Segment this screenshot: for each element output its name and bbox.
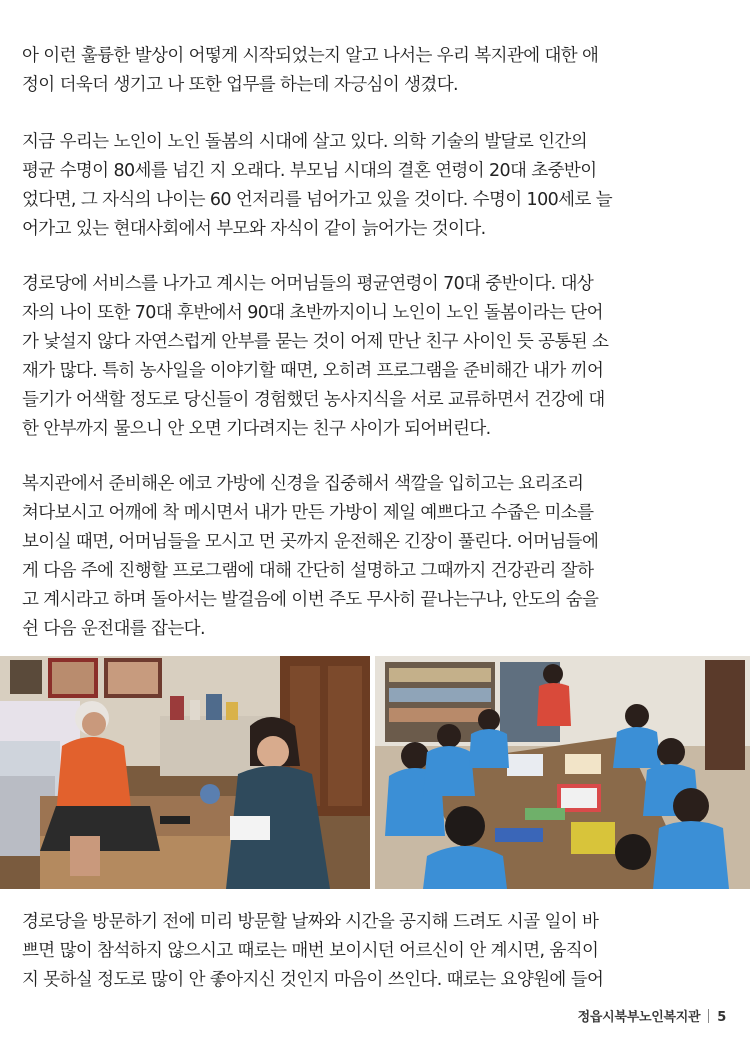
- text-line: 자의 나이 또한 70대 후반에서 90대 초반까지이니 노인이 노인 돌봄이라는 단어: [22, 303, 603, 323]
- paragraph-1: [22, 42, 728, 100]
- text-line: 지 못하실 정도로 많이 안 좋아지신 것인지 마음이 쓰인다. 때로는 요양원에 들어: [22, 970, 604, 990]
- text-line: 었다면, 그 자식의 나이는 60 언저리를 넘어가고 있을 것이다. 수명이 100세로 늘: [22, 190, 613, 210]
- text-line: 아 이런 훌륭한 발상이 어떻게 시작되었는지 알고 나서는 우리 복지관에 대한 애: [22, 46, 599, 66]
- text-line: 쁘면 많이 참석하지 않으시고 때로는 매번 보이시던 어르신이 안 계시면, 움직이: [22, 941, 599, 961]
- footer-divider: [708, 1009, 709, 1023]
- text-line: 어가고 있는 현대사회에서 부모와 자식이 같이 늙어가는 것이다.: [22, 219, 486, 239]
- paragraph-4: [22, 470, 728, 644]
- organization-name: 정읍시북부노인복지관: [577, 1010, 701, 1025]
- text-line: 평균 수명이 80세를 넘긴 지 오래다. 부모님 시대의 결혼 연령이 20대 초중반이: [22, 161, 597, 181]
- paragraph-5: [22, 908, 728, 995]
- text-line: 쳐다보시고 어깨에 착 메시면서 내가 만든 가방이 제일 예쁘다고 수줍은 미소를: [22, 503, 594, 523]
- page-number: 5: [717, 1010, 726, 1025]
- text-line: 한 안부까지 물으니 안 오면 기다려지는 친구 사이가 되어버린다.: [22, 419, 491, 439]
- text-line: 경로당을 방문하기 전에 미리 방문할 날짜와 시간을 공지해 드려도 시골 일이 바: [22, 912, 599, 932]
- text-line: 경로당에 서비스를 나가고 계시는 어머님들의 평균연령이 70대 중반이다. 대상: [22, 274, 594, 294]
- text-line: 보이실 때면, 어머님들을 모시고 먼 곳까지 운전해온 긴장이 풀린다. 어머님들에: [22, 532, 599, 552]
- group-activity-photo: [375, 656, 750, 889]
- paragraph-2: [22, 128, 728, 244]
- text-line: 정이 더욱더 생기고 나 또한 업무를 하는데 자긍심이 생겼다.: [22, 75, 458, 95]
- page-footer: [578, 1006, 726, 1025]
- home-visit-photo: [0, 656, 370, 889]
- text-line: 지금 우리는 노인이 노인 돌봄의 시대에 살고 있다. 의학 기술의 발달로 인간의: [22, 132, 588, 152]
- text-line: 쉰 다음 운전대를 잡는다.: [22, 619, 205, 639]
- text-line: 가 낯설지 않다 자연스럽게 안부를 묻는 것이 어제 만난 친구 사이인 듯 공통된 소: [22, 332, 609, 352]
- text-line: 고 계시라고 하며 돌아서는 발걸음에 이번 주도 무사히 끝나는구나, 안도의 숨을: [22, 590, 599, 610]
- text-line: 들기가 어색할 정도로 당신들이 경험했던 농사지식을 서로 교류하면서 건강에 대: [22, 390, 605, 410]
- text-line: 재가 많다. 특히 농사일을 이야기할 때면, 오히려 프로그램을 준비해간 내가 끼어: [22, 361, 604, 381]
- paragraph-3: [22, 270, 728, 444]
- text-line: 복지관에서 준비해온 에코 가방에 신경을 집중해서 색깔을 입히고는 요리조리: [22, 474, 584, 494]
- text-line: 게 다음 주에 진행할 프로그램에 대해 간단히 설명하고 그때까지 건강관리 잘하: [22, 561, 594, 581]
